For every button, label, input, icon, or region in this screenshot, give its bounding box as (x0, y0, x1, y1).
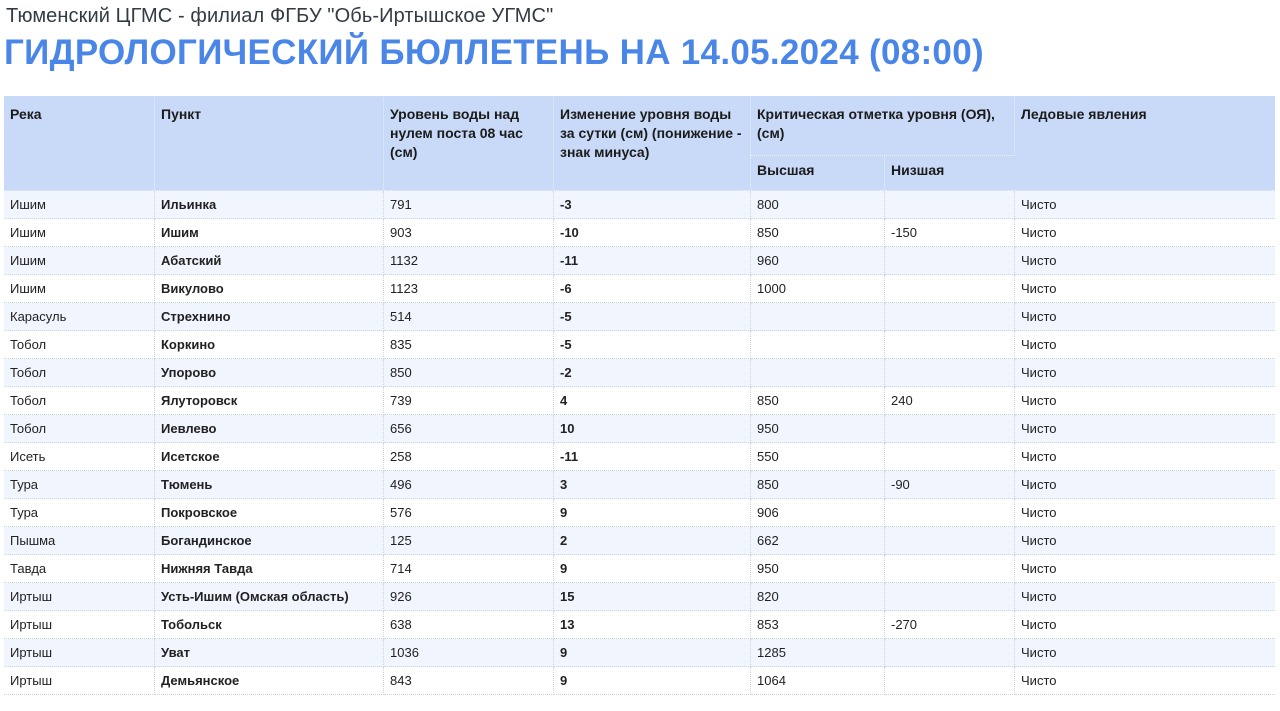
cell-ice: Чисто (1015, 219, 1275, 247)
cell-critical-low (885, 359, 1015, 387)
cell-level: 125 (384, 527, 554, 555)
cell-level: 258 (384, 443, 554, 471)
cell-level: 926 (384, 583, 554, 611)
cell-level: 656 (384, 415, 554, 443)
cell-level: 843 (384, 667, 554, 695)
cell-critical-low (885, 639, 1015, 667)
cell-critical-high: 1000 (751, 275, 885, 303)
cell-ice: Чисто (1015, 387, 1275, 415)
table-row (4, 387, 1275, 415)
cell-point: Исетское (155, 443, 384, 471)
cell-river: Тобол (4, 387, 155, 415)
cell-ice: Чисто (1015, 191, 1275, 219)
table-row (4, 331, 1275, 359)
cell-point: Уват (155, 639, 384, 667)
cell-ice: Чисто (1015, 499, 1275, 527)
cell-change: 3 (554, 471, 751, 499)
cell-critical-high: 906 (751, 499, 885, 527)
cell-critical-high: 820 (751, 583, 885, 611)
cell-ice: Чисто (1015, 275, 1275, 303)
cell-critical-high: 950 (751, 415, 885, 443)
cell-ice: Чисто (1015, 303, 1275, 331)
table-row (4, 499, 1275, 527)
cell-critical-low (885, 443, 1015, 471)
cell-critical-low (885, 275, 1015, 303)
table-row (4, 359, 1275, 387)
cell-ice: Чисто (1015, 331, 1275, 359)
cell-change: 9 (554, 639, 751, 667)
cell-change: 13 (554, 611, 751, 639)
cell-river: Карасуль (4, 303, 155, 331)
cell-level: 496 (384, 471, 554, 499)
cell-point: Богандинское (155, 527, 384, 555)
header-critical-level: Критическая отметка уровня (ОЯ), (см) (751, 96, 1015, 156)
cell-river: Тура (4, 499, 155, 527)
cell-ice: Чисто (1015, 611, 1275, 639)
cell-change: 10 (554, 415, 751, 443)
cell-change: -11 (554, 247, 751, 275)
cell-critical-high: 800 (751, 191, 885, 219)
table-body (4, 191, 1275, 695)
cell-critical-low (885, 555, 1015, 583)
header-critical-low: Низшая (885, 156, 1015, 191)
cell-change: -3 (554, 191, 751, 219)
cell-critical-low: -150 (885, 219, 1015, 247)
cell-change: 15 (554, 583, 751, 611)
hydrology-table (4, 96, 1275, 695)
cell-critical-low (885, 527, 1015, 555)
cell-change: -2 (554, 359, 751, 387)
cell-change: 9 (554, 555, 751, 583)
cell-point: Демьянское (155, 667, 384, 695)
table-row (4, 583, 1275, 611)
cell-level: 576 (384, 499, 554, 527)
cell-river: Иртыш (4, 611, 155, 639)
cell-river: Исеть (4, 443, 155, 471)
cell-point: Ишим (155, 219, 384, 247)
cell-critical-low: -270 (885, 611, 1015, 639)
cell-point: Стрехнино (155, 303, 384, 331)
cell-level: 714 (384, 555, 554, 583)
cell-critical-high: 850 (751, 387, 885, 415)
cell-point: Коркино (155, 331, 384, 359)
header-river: Река (4, 96, 155, 191)
cell-critical-low (885, 303, 1015, 331)
cell-critical-high: 662 (751, 527, 885, 555)
cell-change: 9 (554, 667, 751, 695)
cell-critical-high: 950 (751, 555, 885, 583)
cell-point: Ильинка (155, 191, 384, 219)
cell-ice: Чисто (1015, 667, 1275, 695)
table-row (4, 303, 1275, 331)
organization-subtitle: Тюменский ЦГМС - филиал ФГБУ "Обь-Иртышское УГМС" (6, 5, 554, 27)
header-critical-high: Высшая (751, 156, 885, 191)
table-row (4, 555, 1275, 583)
cell-critical-low (885, 667, 1015, 695)
cell-level: 903 (384, 219, 554, 247)
cell-level: 850 (384, 359, 554, 387)
cell-level: 1036 (384, 639, 554, 667)
cell-river: Тобол (4, 415, 155, 443)
cell-level: 835 (384, 331, 554, 359)
header-water-level: Уровень воды над нулем поста 08 час (см) (384, 96, 554, 191)
cell-critical-low (885, 499, 1015, 527)
table-row (4, 611, 1275, 639)
cell-change: -6 (554, 275, 751, 303)
cell-critical-high (751, 303, 885, 331)
cell-critical-high: 853 (751, 611, 885, 639)
cell-river: Тобол (4, 359, 155, 387)
cell-critical-low (885, 247, 1015, 275)
cell-critical-low: -90 (885, 471, 1015, 499)
cell-change: -5 (554, 331, 751, 359)
header-point: Пункт (155, 96, 384, 191)
cell-change: 2 (554, 527, 751, 555)
cell-river: Ишим (4, 219, 155, 247)
cell-critical-high: 850 (751, 471, 885, 499)
table-row (4, 191, 1275, 219)
cell-critical-high (751, 331, 885, 359)
cell-ice: Чисто (1015, 471, 1275, 499)
bulletin-title: ГИДРОЛОГИЧЕСКИЙ БЮЛЛЕТЕНЬ НА 14.05.2024 (08:00) (4, 33, 984, 72)
cell-ice: Чисто (1015, 359, 1275, 387)
cell-change: 4 (554, 387, 751, 415)
cell-point: Покровское (155, 499, 384, 527)
cell-point: Абатский (155, 247, 384, 275)
cell-level: 1132 (384, 247, 554, 275)
cell-ice: Чисто (1015, 527, 1275, 555)
cell-level: 1123 (384, 275, 554, 303)
cell-river: Тура (4, 471, 155, 499)
cell-critical-high: 850 (751, 219, 885, 247)
cell-ice: Чисто (1015, 247, 1275, 275)
cell-change: -11 (554, 443, 751, 471)
cell-critical-low (885, 583, 1015, 611)
cell-critical-high: 1285 (751, 639, 885, 667)
cell-point: Викулово (155, 275, 384, 303)
cell-point: Тобольск (155, 611, 384, 639)
cell-river: Ишим (4, 275, 155, 303)
cell-change: 9 (554, 499, 751, 527)
table-row (4, 219, 1275, 247)
cell-critical-low: 240 (885, 387, 1015, 415)
table-row (4, 247, 1275, 275)
table-row (4, 443, 1275, 471)
cell-point: Нижняя Тавда (155, 555, 384, 583)
cell-critical-high: 550 (751, 443, 885, 471)
cell-point: Ялуторовск (155, 387, 384, 415)
cell-river: Тобол (4, 331, 155, 359)
cell-ice: Чисто (1015, 415, 1275, 443)
cell-level: 791 (384, 191, 554, 219)
cell-ice: Чисто (1015, 555, 1275, 583)
cell-river: Ишим (4, 191, 155, 219)
cell-river: Пышма (4, 527, 155, 555)
cell-ice: Чисто (1015, 443, 1275, 471)
cell-critical-low (885, 191, 1015, 219)
table-row (4, 415, 1275, 443)
cell-river: Иртыш (4, 639, 155, 667)
cell-change: -10 (554, 219, 751, 247)
cell-level: 514 (384, 303, 554, 331)
header-ice: Ледовые явления (1015, 96, 1275, 191)
table-row (4, 639, 1275, 667)
cell-critical-high: 1064 (751, 667, 885, 695)
cell-level: 739 (384, 387, 554, 415)
cell-ice: Чисто (1015, 583, 1275, 611)
table-row (4, 667, 1275, 695)
cell-level: 638 (384, 611, 554, 639)
cell-point: Усть-Ишим (Омская область) (155, 583, 384, 611)
cell-ice: Чисто (1015, 639, 1275, 667)
cell-river: Иртыш (4, 583, 155, 611)
cell-change: -5 (554, 303, 751, 331)
header-level-change: Изменение уровня воды за сутки (см) (понижение - знак минуса) (554, 96, 751, 191)
table-row (4, 471, 1275, 499)
cell-point: Иевлево (155, 415, 384, 443)
cell-point: Тюмень (155, 471, 384, 499)
cell-critical-high: 960 (751, 247, 885, 275)
table-row (4, 275, 1275, 303)
cell-point: Упорово (155, 359, 384, 387)
cell-river: Иртыш (4, 667, 155, 695)
table-row (4, 527, 1275, 555)
cell-critical-low (885, 331, 1015, 359)
cell-river: Тавда (4, 555, 155, 583)
cell-river: Ишим (4, 247, 155, 275)
cell-critical-high (751, 359, 885, 387)
cell-critical-low (885, 415, 1015, 443)
